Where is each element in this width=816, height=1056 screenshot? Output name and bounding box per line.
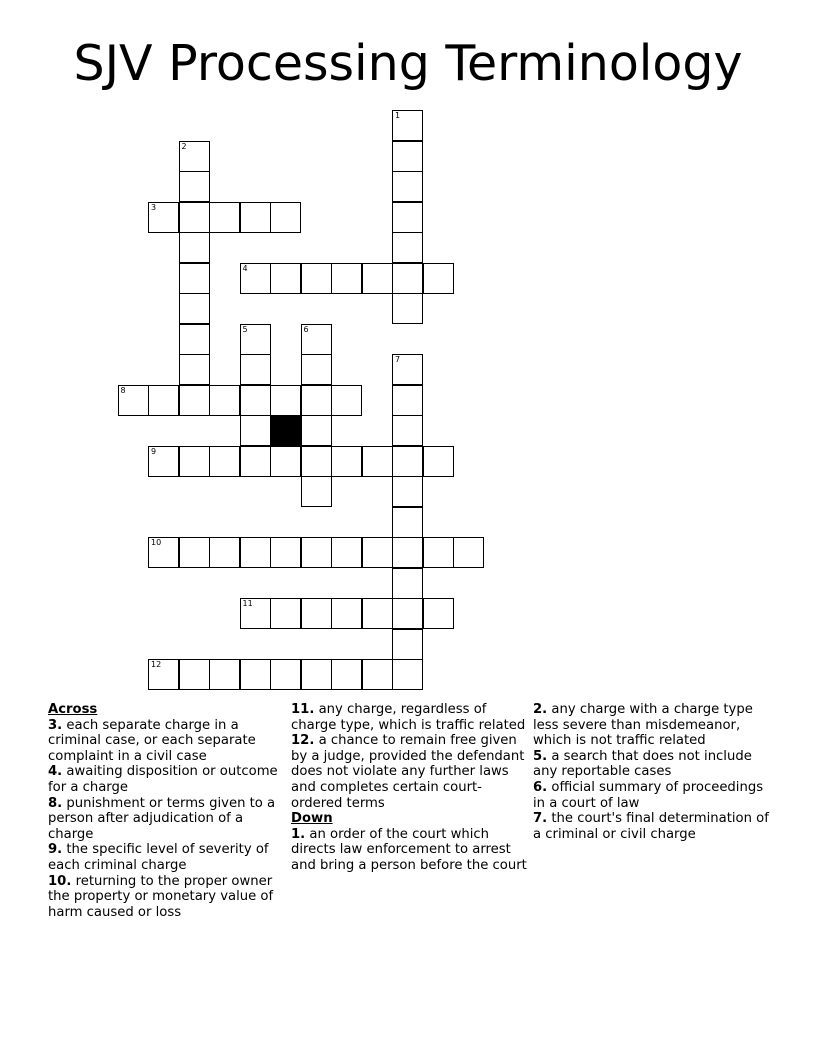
grid-cell[interactable] bbox=[240, 263, 271, 294]
down-clue-7 bbox=[533, 811, 769, 842]
grid-cell[interactable] bbox=[301, 537, 332, 568]
grid-cell[interactable] bbox=[301, 659, 332, 690]
grid-cell[interactable] bbox=[240, 537, 271, 568]
grid-cell[interactable] bbox=[392, 232, 423, 263]
grid-cell[interactable] bbox=[270, 598, 301, 629]
grid-cell[interactable] bbox=[148, 446, 179, 477]
grid-cell[interactable] bbox=[392, 507, 423, 538]
grid-cell[interactable] bbox=[179, 141, 210, 172]
cell-number: 7 bbox=[395, 355, 401, 364]
grid-cell[interactable] bbox=[331, 537, 362, 568]
cell-number: 9 bbox=[151, 446, 157, 456]
grid-cell[interactable] bbox=[301, 263, 332, 294]
grid-cell[interactable] bbox=[179, 232, 210, 263]
grid-cell[interactable] bbox=[423, 537, 454, 568]
down-clue-5 bbox=[533, 749, 769, 780]
grid-cell[interactable] bbox=[392, 171, 423, 202]
grid-cell[interactable] bbox=[209, 659, 240, 690]
grid-cell[interactable] bbox=[179, 659, 210, 690]
across-clue-8 bbox=[48, 796, 288, 843]
grid-cell[interactable] bbox=[392, 568, 423, 599]
grid-cell[interactable] bbox=[209, 537, 240, 568]
clue-number: 3. bbox=[48, 717, 63, 733]
grid-cell[interactable] bbox=[209, 202, 240, 233]
grid-cell[interactable] bbox=[331, 263, 362, 294]
grid-cell[interactable] bbox=[148, 202, 179, 233]
grid-cell[interactable] bbox=[240, 202, 271, 233]
grid-cell[interactable] bbox=[118, 385, 149, 416]
grid-cell[interactable] bbox=[240, 598, 271, 629]
grid-cell[interactable] bbox=[392, 537, 423, 568]
down-clue-6 bbox=[533, 780, 769, 811]
grid-cell[interactable] bbox=[392, 476, 423, 507]
cell-number: 10 bbox=[151, 538, 162, 547]
grid-cell[interactable] bbox=[392, 659, 423, 690]
grid-cell[interactable] bbox=[392, 446, 423, 477]
black-cell bbox=[270, 415, 301, 446]
clue-text: an order of the court which directs law enforcement to arrest and bring a person before the court bbox=[291, 826, 527, 873]
clue-number: 6. bbox=[533, 779, 548, 795]
grid-cell[interactable] bbox=[392, 415, 423, 446]
clue-column-2 bbox=[291, 702, 527, 874]
clue-text: the specific level of severity of each criminal charge bbox=[48, 842, 269, 873]
grid-cell[interactable] bbox=[331, 446, 362, 477]
grid-cell[interactable] bbox=[179, 324, 210, 355]
clue-number: 5. bbox=[533, 748, 548, 764]
grid-cell[interactable] bbox=[392, 598, 423, 629]
grid-cell[interactable] bbox=[453, 537, 484, 568]
grid-cell[interactable] bbox=[301, 446, 332, 477]
page-title: SJV Processing Terminology bbox=[73, 35, 743, 92]
clue-text: the court's final determination of a criminal or civil charge bbox=[533, 811, 769, 842]
clue-text: returning to the proper owner the property or monetary value of harm caused or loss bbox=[48, 873, 274, 920]
grid-cell[interactable] bbox=[392, 293, 423, 324]
grid-cell[interactable] bbox=[392, 110, 423, 141]
grid-cell[interactable] bbox=[240, 324, 271, 355]
across-clue-11 bbox=[291, 702, 527, 733]
grid-cell[interactable] bbox=[270, 659, 301, 690]
grid-cell[interactable] bbox=[301, 324, 332, 355]
grid-cell[interactable] bbox=[209, 446, 240, 477]
grid-cell[interactable] bbox=[362, 537, 393, 568]
grid-cell[interactable] bbox=[148, 659, 179, 690]
clue-number: 10. bbox=[48, 873, 72, 889]
grid-cell[interactable] bbox=[240, 446, 271, 477]
grid-cell[interactable] bbox=[179, 263, 210, 294]
clue-number: 12. bbox=[291, 733, 315, 749]
clue-number: 8. bbox=[48, 795, 63, 811]
clue-text: official summary of proceedings in a court of law bbox=[533, 779, 764, 811]
cell-number: 6 bbox=[303, 324, 309, 334]
grid-cell[interactable] bbox=[392, 202, 423, 233]
grid-cell[interactable] bbox=[270, 537, 301, 568]
clue-text: punishment or terms given to a person after adjudication of a charge bbox=[48, 795, 276, 842]
clue-number: 4. bbox=[48, 764, 63, 780]
cell-number: 5 bbox=[242, 324, 248, 334]
grid-cell[interactable] bbox=[423, 263, 454, 294]
clue-text: awaiting disposition or outcome for a charge bbox=[48, 764, 278, 795]
grid-cell[interactable] bbox=[362, 263, 393, 294]
grid-cell[interactable] bbox=[179, 537, 210, 568]
clue-number: 7. bbox=[533, 811, 548, 827]
grid-cell[interactable] bbox=[179, 446, 210, 477]
grid-cell[interactable] bbox=[301, 385, 332, 416]
grid-cell[interactable] bbox=[270, 202, 301, 233]
clue-number: 11. bbox=[291, 702, 315, 717]
cell-number: 11 bbox=[242, 599, 253, 608]
clue-column-3 bbox=[533, 702, 769, 842]
grid-cell[interactable] bbox=[392, 629, 423, 660]
clue-column-1 bbox=[48, 702, 288, 920]
across-clue-12 bbox=[291, 733, 527, 811]
grid-cell[interactable] bbox=[240, 385, 271, 416]
across-clue-10 bbox=[48, 874, 288, 921]
grid-cell[interactable] bbox=[301, 415, 332, 446]
grid-cell[interactable] bbox=[392, 263, 423, 294]
cell-number: 3 bbox=[151, 202, 157, 212]
grid-cell[interactable] bbox=[362, 659, 393, 690]
clue-text: any charge, regardless of charge type, which is traffic related bbox=[291, 702, 526, 733]
clue-text: each separate charge in a criminal case, or each separate complaint in a civil case bbox=[48, 717, 256, 764]
grid-cell[interactable] bbox=[270, 263, 301, 294]
across-clue-9 bbox=[48, 842, 288, 873]
cell-number: 8 bbox=[120, 385, 126, 395]
grid-cell[interactable] bbox=[179, 171, 210, 202]
grid-cell[interactable] bbox=[240, 415, 271, 446]
grid-cell[interactable] bbox=[270, 385, 301, 416]
grid-cell[interactable] bbox=[301, 354, 332, 385]
grid-cell[interactable] bbox=[148, 385, 179, 416]
down-clue-1 bbox=[291, 827, 527, 874]
cell-number: 12 bbox=[151, 660, 162, 669]
across-clue-4 bbox=[48, 764, 288, 795]
grid-cell[interactable] bbox=[240, 659, 271, 690]
grid-cell[interactable] bbox=[148, 537, 179, 568]
grid-cell[interactable] bbox=[179, 354, 210, 385]
grid-cell[interactable] bbox=[392, 141, 423, 172]
cell-number: 1 bbox=[395, 111, 401, 120]
grid-cell[interactable] bbox=[179, 385, 210, 416]
down-clue-2 bbox=[533, 702, 769, 749]
cell-number: 2 bbox=[181, 141, 187, 151]
clue-number: 9. bbox=[48, 842, 63, 858]
across-clue-3 bbox=[48, 718, 288, 765]
grid-cell[interactable] bbox=[331, 659, 362, 690]
across-heading: Across bbox=[48, 702, 98, 717]
grid-cell[interactable] bbox=[179, 202, 210, 233]
grid-cell[interactable] bbox=[179, 293, 210, 324]
grid-cell[interactable] bbox=[270, 446, 301, 477]
grid-cell[interactable] bbox=[301, 476, 332, 507]
down-heading: Down bbox=[291, 811, 333, 827]
grid-cell[interactable] bbox=[362, 446, 393, 477]
grid-cell[interactable] bbox=[209, 385, 240, 416]
grid-cell[interactable] bbox=[301, 598, 332, 629]
clue-number: 1. bbox=[291, 826, 306, 842]
clue-text: a search that does not include any reportable cases bbox=[533, 748, 752, 780]
grid-cell[interactable] bbox=[240, 354, 271, 385]
grid-cell[interactable] bbox=[362, 598, 393, 629]
clue-text: any charge with a charge type less severe than misdemeanor, which is not traffic related bbox=[533, 702, 753, 749]
grid-cell[interactable] bbox=[331, 598, 362, 629]
clue-number: 2. bbox=[533, 702, 548, 717]
grid-cell[interactable] bbox=[392, 385, 423, 416]
grid-cell[interactable] bbox=[423, 446, 454, 477]
cell-number: 4 bbox=[242, 263, 248, 273]
grid-cell[interactable] bbox=[331, 385, 362, 416]
clue-text: a chance to remain free given by a judge, provided the defendant does not violate any further laws and completes certain court-ordered terms bbox=[291, 733, 525, 811]
grid-cell[interactable] bbox=[423, 598, 454, 629]
grid-cell[interactable] bbox=[392, 354, 423, 385]
